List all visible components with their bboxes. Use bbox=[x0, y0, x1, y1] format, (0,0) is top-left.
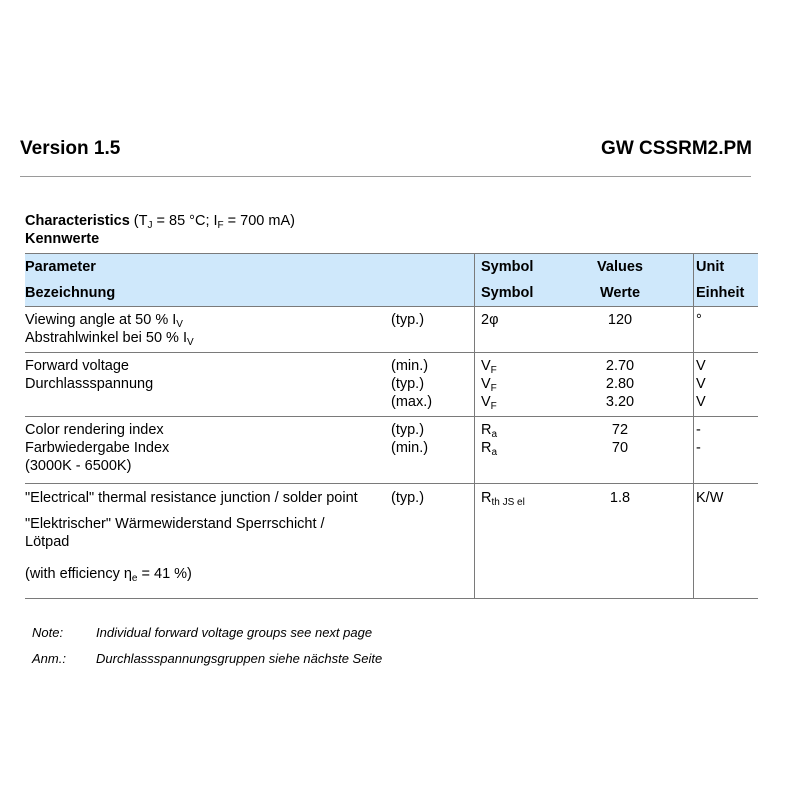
header-symbol: Symbol bbox=[481, 259, 534, 275]
param-text: Viewing angle at 50 % I bbox=[25, 312, 177, 328]
symbol bbox=[481, 422, 497, 438]
symbol-sub: a bbox=[491, 447, 498, 458]
cond-mid: = 85 °C; I bbox=[152, 213, 218, 229]
table-header bbox=[25, 253, 758, 307]
version-label: Version 1.5 bbox=[20, 138, 121, 159]
symbol-sub: F bbox=[490, 365, 497, 376]
symbol bbox=[481, 490, 525, 506]
table-row-forward-voltage bbox=[25, 353, 758, 417]
unit: ° bbox=[696, 312, 702, 328]
param-de: Farbwiedergabe Index bbox=[25, 440, 170, 456]
column-divider bbox=[474, 254, 475, 306]
symbol-text: V bbox=[481, 394, 491, 410]
symbol-sub: F bbox=[490, 383, 497, 394]
eff-sub: e bbox=[131, 573, 138, 584]
table-row-color-rendering-index bbox=[25, 417, 758, 484]
param-de bbox=[25, 330, 194, 346]
value: 70 bbox=[611, 440, 629, 456]
header-values-de: Werte bbox=[599, 285, 641, 301]
symbol-text: R bbox=[481, 422, 492, 438]
header-divider bbox=[20, 176, 751, 177]
column-divider bbox=[693, 417, 694, 483]
param-sub: V bbox=[187, 337, 194, 348]
column-divider bbox=[474, 353, 475, 416]
header-values: Values bbox=[597, 259, 643, 275]
characteristics-title: Characteristics bbox=[25, 213, 130, 229]
unit: V bbox=[696, 376, 706, 392]
note-text-de: Durchlassspannungsgruppen siehe nächste Seite bbox=[96, 651, 383, 666]
column-divider bbox=[693, 307, 694, 352]
column-divider bbox=[693, 484, 694, 598]
param-en bbox=[25, 312, 183, 328]
qualifier: (min.) bbox=[391, 358, 429, 374]
header-parameter-de: Bezeichnung bbox=[25, 285, 116, 301]
product-name: GW CSSRM2.PM bbox=[601, 138, 752, 159]
unit: - bbox=[696, 422, 701, 438]
value: 1.8 bbox=[609, 490, 631, 506]
cond-suffix: = 700 mA) bbox=[223, 213, 295, 229]
param-range: (3000K - 6500K) bbox=[25, 458, 132, 474]
symbol-text: V bbox=[481, 376, 491, 392]
unit: K/W bbox=[696, 490, 724, 506]
characteristics-table bbox=[25, 253, 758, 599]
symbol bbox=[481, 376, 497, 392]
symbol-sub: th JS el bbox=[491, 497, 525, 508]
cond-if-sub: F bbox=[217, 220, 224, 231]
column-divider bbox=[474, 307, 475, 352]
unit: V bbox=[696, 394, 706, 410]
qualifier: (max.) bbox=[391, 394, 433, 410]
eff-prefix: (with efficiency η bbox=[25, 566, 132, 582]
symbol bbox=[481, 358, 497, 374]
param-text: Abstrahlwinkel bei 50 % I bbox=[25, 330, 187, 346]
eff-suffix: = 41 %) bbox=[137, 566, 192, 582]
param-sub: V bbox=[176, 319, 183, 330]
qualifier: (typ.) bbox=[391, 376, 425, 392]
param-de-cont: Lötpad bbox=[25, 534, 70, 550]
qualifier: (typ.) bbox=[391, 312, 425, 328]
note-text: Individual forward voltage groups see next page bbox=[96, 625, 373, 640]
param-efficiency bbox=[25, 566, 192, 582]
header-unit: Unit bbox=[696, 259, 725, 275]
value: 3.20 bbox=[605, 394, 635, 410]
cond-tj-sub: J bbox=[147, 220, 153, 231]
unit: - bbox=[696, 440, 701, 456]
header-unit-de: Einheit bbox=[696, 285, 745, 301]
symbol: 2φ bbox=[481, 312, 499, 328]
qualifier: (typ.) bbox=[391, 422, 425, 438]
section-title bbox=[25, 212, 295, 248]
cond-prefix: (T bbox=[129, 213, 148, 229]
symbol bbox=[481, 440, 497, 456]
unit: V bbox=[696, 358, 706, 374]
note-label-de: Anm.: bbox=[32, 651, 66, 666]
param-en: Forward voltage bbox=[25, 358, 129, 374]
param-en: Color rendering index bbox=[25, 422, 164, 438]
symbol-sub: F bbox=[490, 401, 497, 412]
column-divider bbox=[693, 254, 694, 306]
symbol-text: R bbox=[481, 490, 492, 506]
header-parameter: Parameter bbox=[25, 259, 96, 275]
symbol-sub: a bbox=[491, 429, 498, 440]
table-row-thermal-resistance bbox=[25, 484, 758, 599]
param-en: "Electrical" thermal resistance junction / solder point bbox=[25, 490, 358, 506]
value: 72 bbox=[611, 422, 629, 438]
value: 2.70 bbox=[605, 358, 635, 374]
symbol-text: V bbox=[481, 358, 491, 374]
characteristics-subtitle: Kennwerte bbox=[25, 231, 100, 247]
column-divider bbox=[693, 353, 694, 416]
table-row-viewing-angle bbox=[25, 307, 758, 353]
value: 2.80 bbox=[605, 376, 635, 392]
header-symbol-de: Symbol bbox=[481, 285, 534, 301]
value: 120 bbox=[607, 312, 633, 328]
qualifier: (typ.) bbox=[391, 490, 425, 506]
column-divider bbox=[474, 484, 475, 598]
symbol bbox=[481, 394, 497, 410]
param-de: Durchlassspannung bbox=[25, 376, 154, 392]
column-divider bbox=[474, 417, 475, 483]
note-label: Note: bbox=[32, 625, 64, 640]
param-de: "Elektrischer" Wärmewiderstand Sperrschicht / bbox=[25, 516, 325, 532]
qualifier: (min.) bbox=[391, 440, 429, 456]
symbol-text: R bbox=[481, 440, 492, 456]
